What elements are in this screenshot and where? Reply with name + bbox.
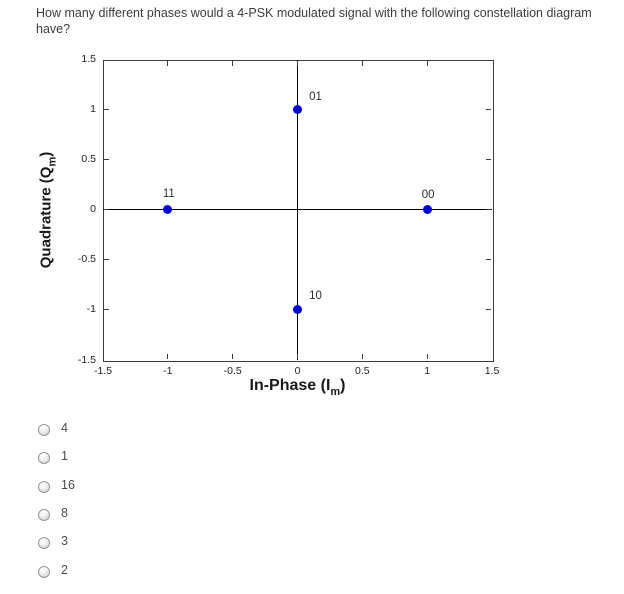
answer-option[interactable] xyxy=(38,501,75,529)
answer-label: 16 xyxy=(61,477,75,492)
y-tick-mark-left xyxy=(104,309,109,310)
answer-label: 2 xyxy=(61,562,68,577)
y-tick-mark-right xyxy=(486,109,491,110)
x-tick-label: 1.5 xyxy=(484,365,500,377)
answer-option[interactable] xyxy=(38,416,75,444)
x-tick-label: 0.5 xyxy=(355,365,370,377)
point-label: 10 xyxy=(309,289,322,302)
y-tick-mark-right xyxy=(486,259,491,260)
radio-button[interactable] xyxy=(38,509,50,521)
x-tick-mark-top xyxy=(232,61,233,66)
x-tick-label: -0.5 xyxy=(223,365,242,377)
point-label: 01 xyxy=(309,90,322,103)
answer-label: 1 xyxy=(61,449,68,464)
answer-label: 8 xyxy=(61,506,68,521)
y-axis-label: Quadrature $(Q_m)$ xyxy=(37,151,59,268)
answer-label: 3 xyxy=(61,534,68,549)
y-tick-label: -1 xyxy=(86,303,96,316)
y-tick-mark-left xyxy=(104,209,109,210)
x-tick-label: -1.5 xyxy=(93,365,113,377)
answer-label: 4 xyxy=(61,421,68,436)
x-tick-mark-bottom xyxy=(427,354,428,359)
y-tick-mark-left xyxy=(104,109,109,110)
y-tick-label: 0.5 xyxy=(81,153,96,166)
x-tick-mark-top xyxy=(167,61,168,66)
data-point xyxy=(293,105,302,114)
y-tick-label: 1.5 xyxy=(81,53,96,65)
answer-option[interactable] xyxy=(38,444,75,472)
question-text: How many different phases would a 4-PSK modulated signal with the following constellation diagram have? xyxy=(36,6,592,36)
y-tick-label: -1.5 xyxy=(77,353,96,366)
x-tick-mark-bottom xyxy=(167,354,168,359)
y-tick-label: 0 xyxy=(90,203,96,216)
y-tick-mark-left xyxy=(104,259,109,260)
y-tick-mark-right xyxy=(486,159,491,160)
radio-button[interactable] xyxy=(38,537,50,549)
radio-button[interactable] xyxy=(38,566,50,578)
x-tick-mark-top xyxy=(427,61,428,66)
x-tick-mark-bottom xyxy=(297,354,298,359)
x-tick-mark-top xyxy=(297,61,298,66)
point-label: 11 xyxy=(162,187,175,200)
radio-button[interactable] xyxy=(38,424,50,436)
answer-option[interactable] xyxy=(38,557,75,585)
y-tick-mark-right xyxy=(486,209,491,210)
x-axis-label: In-Phase $(I_m)$ xyxy=(249,377,346,398)
x-tick-label: 1 xyxy=(424,365,431,377)
x-tick-mark-bottom xyxy=(362,354,363,359)
radio-button[interactable] xyxy=(38,481,50,493)
x-tick-label: 0 xyxy=(294,365,301,377)
x-tick-label: -1 xyxy=(163,365,173,377)
y-tick-mark-right xyxy=(486,309,491,310)
answer-options xyxy=(38,416,75,586)
answer-option[interactable] xyxy=(38,529,75,557)
y-tick-label: 1 xyxy=(90,103,96,116)
y-tick-mark-left xyxy=(104,159,109,160)
data-point xyxy=(423,205,432,214)
point-label: 00 xyxy=(421,188,435,201)
radio-button[interactable] xyxy=(38,452,50,464)
answer-option[interactable] xyxy=(38,473,75,501)
x-tick-mark-top xyxy=(362,61,363,66)
x-tick-mark-bottom xyxy=(232,354,233,359)
y-tick-label: -0.5 xyxy=(77,253,96,266)
